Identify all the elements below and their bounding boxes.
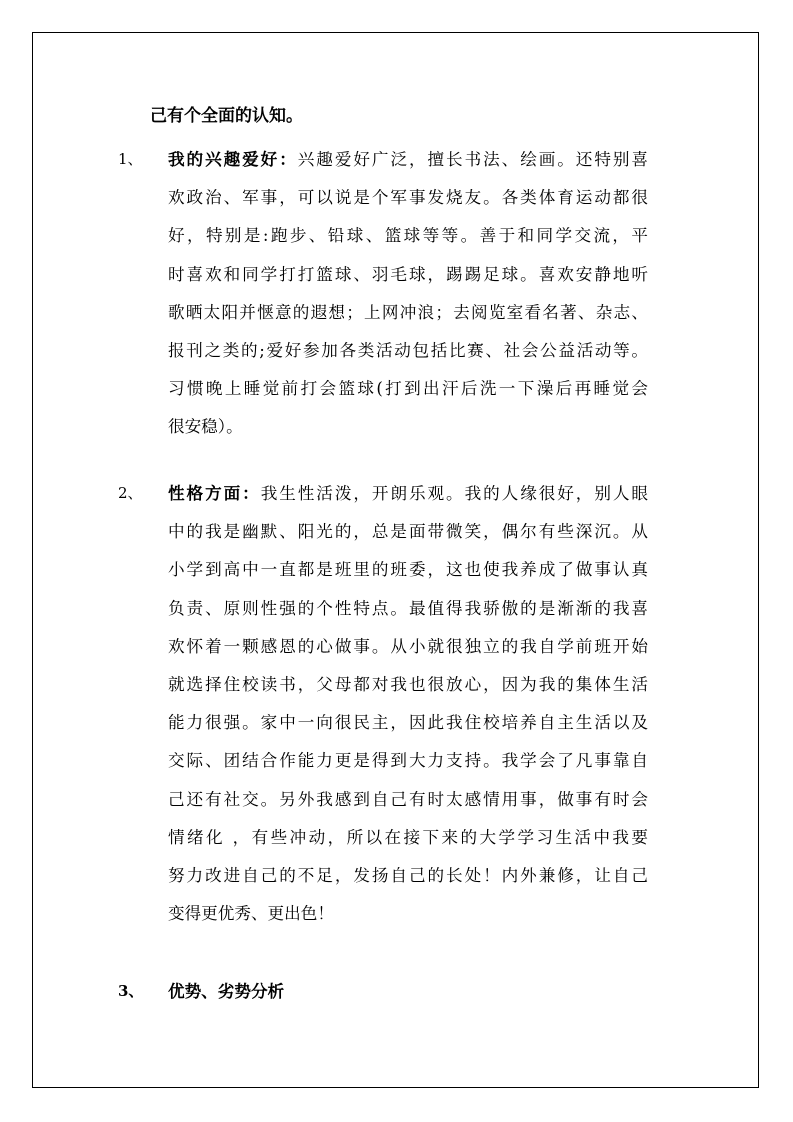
- paragraph-line: 欢怀着一颗感恩的心做事。从小就很独立的我自学前班开始: [168, 636, 648, 656]
- paragraph-line: 欢政治、军事，可以说是个军事发烧友。各类体育运动都很: [168, 188, 648, 208]
- paragraph-line: 习惯晚上睡觉前打会篮球(打到出汗后洗一下澡后再睡觉会: [168, 379, 648, 399]
- item-heading: 我的兴趣爱好：: [168, 149, 298, 169]
- paragraph-line: 时喜欢和同学打打篮球、羽毛球，踢踢足球。喜欢安静地听: [168, 264, 648, 284]
- item-heading: 性格方面：: [168, 483, 261, 503]
- paragraph-line: 我的兴趣爱好：兴趣爱好广泛，擅长书法、绘画。还特别喜: [168, 149, 649, 169]
- paragraph-line: 就选择住校读书，父母都对我也很放心，因为我的集体生活: [168, 675, 648, 695]
- list-item-body: [168, 474, 648, 933]
- paragraph-line: 性格方面：我生性活泼，开朗乐观。我的人缘很好，别人眼: [168, 483, 649, 503]
- paragraph-line: 好，特别是:跑步、铅球、篮球等等。善于和同学交流，平: [168, 226, 648, 246]
- paragraph-line: 情绪化 ，有些冲动，所以在接下来的大学学习生活中我要: [168, 827, 648, 847]
- paragraph-line: 努力改进自己的不足，发扬自己的长处！内外兼修，让自己: [168, 866, 648, 886]
- list-item-number: 2、: [118, 484, 143, 502]
- list-item-number: 3、: [118, 982, 144, 1000]
- paragraph-line: 己还有社交。另外我感到自己有时太感情用事，做事有时会: [168, 789, 648, 809]
- list-item-body: [168, 140, 648, 447]
- paragraph-line: 中的我是幽默、阳光的，总是面带微笑，偶尔有些深沉。从: [168, 522, 648, 542]
- paragraph-line: 小学到高中一直都是班里的班委，这也使我养成了做事认真: [168, 560, 648, 580]
- paragraph-line: 报刊之类的;爱好参加各类活动包括比赛、社会公益活动等。: [168, 341, 648, 361]
- intro-sentence: 己有个全面的认知。: [150, 106, 303, 126]
- list-item-body: [168, 972, 648, 1010]
- paragraph-line: 能力很强。家中一向很民主，因此我住校培养自主生活以及: [168, 713, 648, 733]
- paragraph-line: 变得更优秀、更出色！: [168, 904, 334, 924]
- list-item-number: 1、: [118, 150, 143, 168]
- paragraph-line: 负责、原则性强的个性特点。最值得我骄傲的是渐渐的我喜: [168, 598, 648, 618]
- paragraph-line: 歌晒太阳并惬意的遐想；上网冲浪；去阅览室看名著、杂志、: [168, 302, 648, 322]
- paragraph-line: 很安稳）。: [168, 417, 243, 437]
- item-heading: 优势、劣势分析: [168, 981, 285, 1001]
- paragraph-line: 交际、团结合作能力更是得到大力支持。我学会了凡事靠自: [168, 751, 648, 771]
